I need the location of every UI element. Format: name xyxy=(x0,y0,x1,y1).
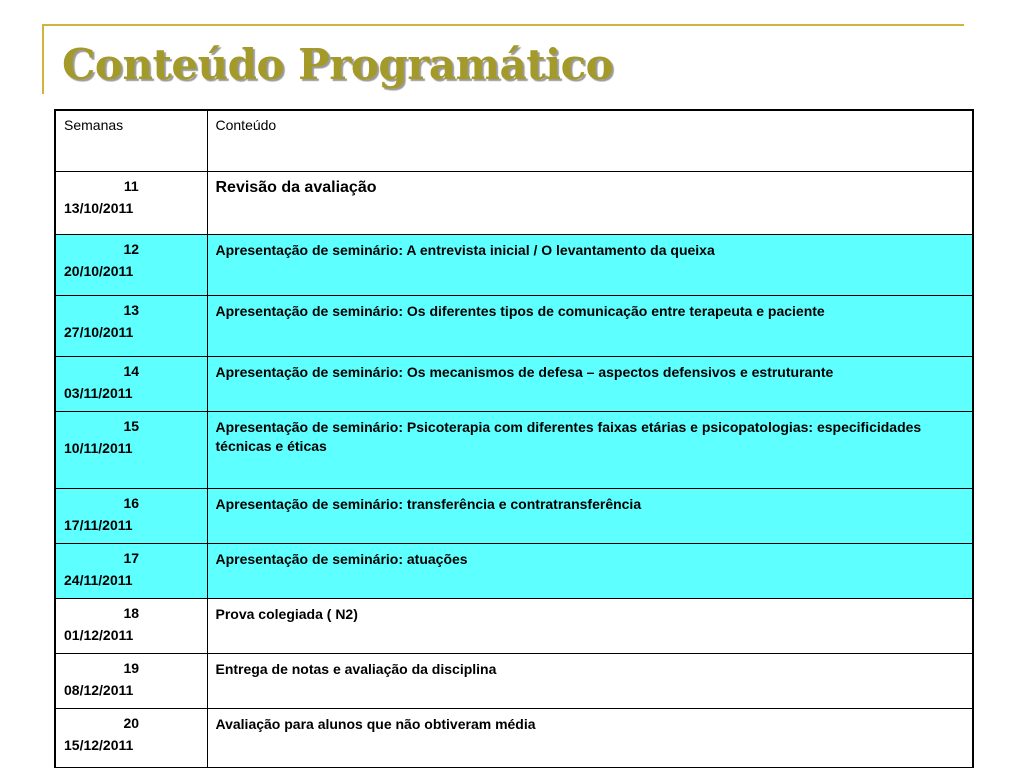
table-row xyxy=(55,653,973,708)
table-row xyxy=(55,295,973,356)
content-cell: Revisão da avaliação xyxy=(207,171,973,234)
accent-line-vertical xyxy=(42,24,44,94)
table-row xyxy=(55,234,973,295)
week-cell xyxy=(55,598,207,653)
table-row xyxy=(55,356,973,411)
content-cell: Avaliação para alunos que não obtiveram média xyxy=(207,708,973,768)
accent-line-horizontal xyxy=(42,24,964,26)
week-cell xyxy=(55,234,207,295)
week-date: 03/11/2011 xyxy=(64,384,133,401)
table-row xyxy=(55,411,973,488)
content-cell: Entrega de notas e avaliação da disciplina xyxy=(207,653,973,708)
week-number: 20 xyxy=(123,714,140,731)
week-date: 27/10/2011 xyxy=(64,323,134,340)
week-date: 10/11/2011 xyxy=(64,439,133,456)
week-date: 24/11/2011 xyxy=(64,571,133,588)
week-date: 08/12/2011 xyxy=(64,681,134,698)
table-row xyxy=(55,708,973,768)
week-cell xyxy=(55,171,207,234)
week-date: 17/11/2011 xyxy=(64,516,133,533)
week-number: 16 xyxy=(123,494,140,511)
schedule-table xyxy=(54,109,974,768)
week-number: 14 xyxy=(123,362,140,379)
week-number: 13 xyxy=(123,301,140,318)
table-header-row xyxy=(55,110,973,171)
week-cell xyxy=(55,295,207,356)
header-content: Conteúdo xyxy=(207,110,973,171)
content-cell: Apresentação de seminário: transferência e contratransferência xyxy=(207,488,973,543)
content-cell: Apresentação de seminário: atuações xyxy=(207,543,973,598)
week-number: 18 xyxy=(123,604,140,621)
week-date: 01/12/2011 xyxy=(64,626,134,643)
content-cell: Apresentação de seminário: Os diferentes tipos de comunicação entre terapeuta e paciente xyxy=(207,295,973,356)
week-date: 20/10/2011 xyxy=(64,262,134,279)
content-cell: Apresentação de seminário: A entrevista inicial / O levantamento da queixa xyxy=(207,234,973,295)
week-date: 15/12/2011 xyxy=(64,736,134,753)
week-number: 17 xyxy=(123,549,140,566)
table-row xyxy=(55,488,973,543)
week-cell xyxy=(55,488,207,543)
table-row xyxy=(55,598,973,653)
table-row xyxy=(55,543,973,598)
content-cell: Apresentação de seminário: Os mecanismos de defesa – aspectos defensivos e estruturante xyxy=(207,356,973,411)
table-row xyxy=(55,171,973,234)
content-cell: Prova colegiada ( N2) xyxy=(207,598,973,653)
slide-title: Conteúdo Programático xyxy=(62,40,614,89)
week-cell xyxy=(55,653,207,708)
week-number: 15 xyxy=(123,417,140,434)
week-cell xyxy=(55,411,207,488)
week-cell xyxy=(55,543,207,598)
week-number: 12 xyxy=(123,240,140,257)
content-cell: Apresentação de seminário: Psicoterapia com diferentes faixas etárias e psicopatologias: especificidades técnicas e éticas xyxy=(207,411,973,488)
week-cell xyxy=(55,356,207,411)
header-weeks: Semanas xyxy=(55,110,207,171)
week-number: 19 xyxy=(123,659,140,676)
week-date: 13/10/2011 xyxy=(64,199,134,216)
week-number: 11 xyxy=(123,177,139,194)
week-cell xyxy=(55,708,207,768)
